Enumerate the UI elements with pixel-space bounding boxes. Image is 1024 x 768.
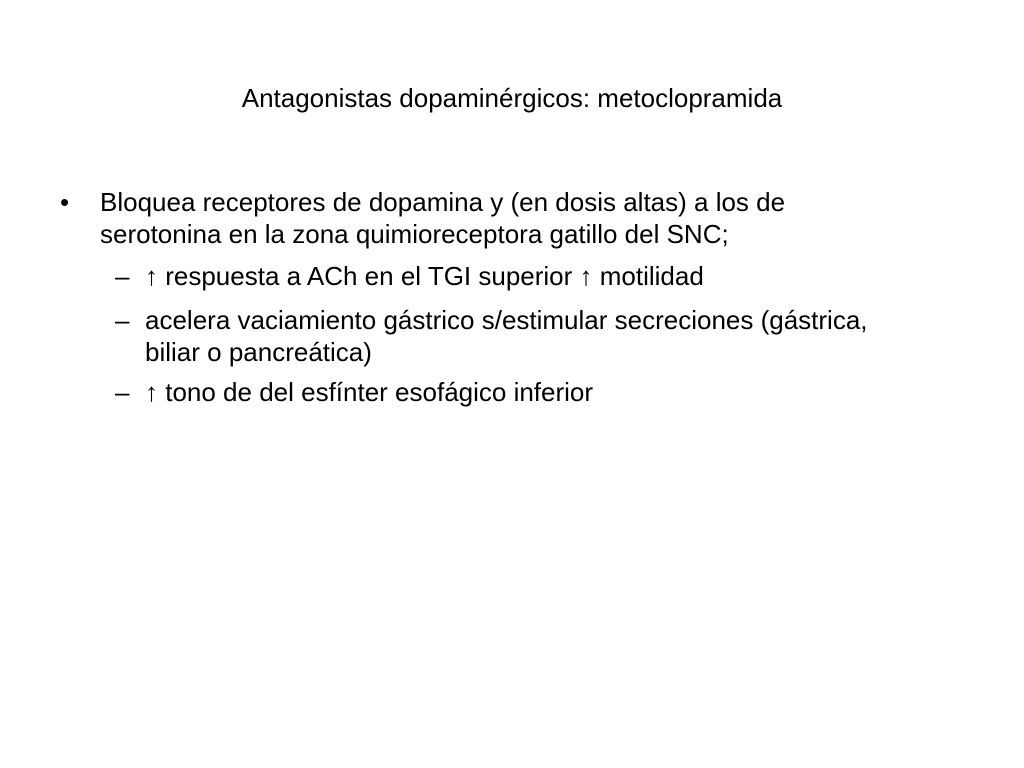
sub-item-text-line-1: acelera vaciamiento gástrico s/estimular secreciones (gástrica, (145, 305, 868, 335)
sub-item-text (145, 376, 985, 408)
sub-item-text (145, 260, 985, 292)
bullet-text-line-1: Bloquea receptores de dopamina y (en dosis altas) a los de (100, 187, 786, 217)
dash-marker: – (115, 261, 130, 291)
bullet-text-line-2: serotonina en la zona quimioreceptora gatillo del SNC; (100, 219, 729, 249)
bullet-marker: • (60, 187, 70, 217)
sub-item-text (145, 304, 985, 368)
sub-item-text-line-1: ↑ respuesta a ACh en el TGI superior ↑ motilidad (145, 261, 704, 291)
dash-marker: – (115, 305, 130, 335)
dash-marker: – (115, 377, 130, 407)
sub-item-text-line-1: ↑ tono de del esfínter esofágico inferior (145, 377, 594, 407)
sub-item-text-line-2: biliar o pancreática) (145, 337, 372, 367)
slide-title: Antagonistas dopaminérgicos: metoclopramida (241, 83, 783, 113)
bullet-text (100, 186, 940, 250)
